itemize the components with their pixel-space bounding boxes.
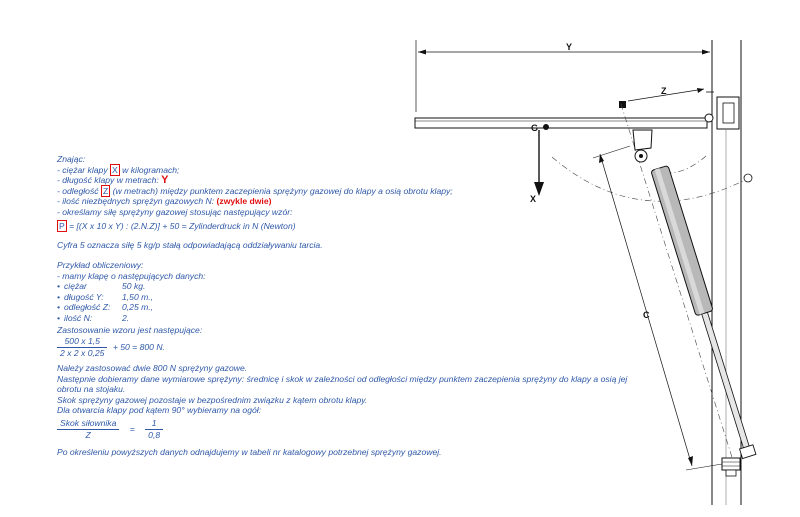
c-extension-top xyxy=(593,146,630,158)
ex-count-value: 2. xyxy=(122,312,130,323)
calc-result: + 50 = 800 N. xyxy=(112,341,165,352)
conclusion-1: Należy zastosować dwie 800 N sprężyny gazowe. xyxy=(57,363,248,373)
example-weight: • ciężar 50 kg. xyxy=(57,281,146,292)
spring-cylinder xyxy=(651,165,758,459)
upper-mount-pin xyxy=(639,154,643,158)
y-arrow-left xyxy=(418,50,426,55)
lower-mount-base xyxy=(726,470,736,476)
center-of-gravity xyxy=(543,124,549,130)
y-arrow-right xyxy=(702,50,710,55)
ratio-numerator: 1 xyxy=(145,418,163,430)
ex-count-label: ilość N: xyxy=(64,312,93,323)
cylinder-highlight xyxy=(655,168,705,315)
example-intro: - mamy klapę o następujących danych: xyxy=(57,270,206,281)
conclusion-3: obrotu na stojaku. xyxy=(57,384,126,395)
x-label: X xyxy=(530,194,537,204)
conclusion-block xyxy=(57,363,627,416)
weight-line xyxy=(57,165,453,176)
hinge-pivot xyxy=(705,114,713,122)
weight-var-box: X xyxy=(112,164,118,175)
g-label: G xyxy=(531,123,539,133)
z-arrow-right xyxy=(697,88,704,93)
open-pivot-marker xyxy=(744,174,752,182)
count-line xyxy=(57,196,453,207)
hinge-bracket-inner xyxy=(723,103,734,123)
ex-length-value: 1,50 m., xyxy=(122,291,154,302)
upper-mount xyxy=(633,130,652,150)
given-block xyxy=(57,154,453,218)
ex-weight-label: ciężar xyxy=(64,281,87,292)
calc-denominator: 2 x 2 x 0,25 xyxy=(60,347,105,358)
y-label: Y xyxy=(566,42,573,52)
stroke-fraction xyxy=(57,418,119,440)
formula: = [(X x 10 x Y) : (2.N.Z)] + 50 = Zylinderdruck in N (Newton) xyxy=(66,221,296,231)
ex-length-label: długość Y: xyxy=(64,291,104,302)
count-note: (zwykle dwie) xyxy=(216,196,272,207)
final-note: Po określeniu powyższych danych odnajdujemy w tabeli nr katalogowy potrzebnej sprężyny gazowej. xyxy=(57,447,442,457)
determine-line: - określamy siłę sprężyny gazowej stosując następujący wzór: xyxy=(57,206,293,217)
example-length: • długość Y: 1,50 m., xyxy=(57,291,154,302)
calculation xyxy=(57,336,165,358)
calc-numerator: 500 x 1,5 xyxy=(57,336,107,348)
count-pre: - ilość niezbędnych sprężyn gazowych N: xyxy=(57,196,217,207)
ratio-fraction xyxy=(145,418,163,440)
c-arrow-bottom xyxy=(688,456,693,466)
formula-var-box: P xyxy=(59,221,65,231)
stroke-equals: = xyxy=(129,423,135,434)
weight-pre: - ciężar klapy xyxy=(57,164,111,175)
conclusion-5: Dla otwarcia klapy pod kątem 90° wybieramy na ogół: xyxy=(57,405,262,416)
ratio-denominator: 0,8 xyxy=(148,429,161,440)
z-anchor-block xyxy=(619,101,626,108)
friction-note: Cyfra 5 oznacza siłę 5 kg/p stałą odpowiadającą oddziaływaniu tarcia. xyxy=(57,240,323,250)
length-pre: - długość klapy w metrach: xyxy=(57,175,162,186)
stroke-ratio xyxy=(57,418,163,440)
c-label: C xyxy=(643,310,650,320)
example-block xyxy=(57,260,206,324)
intro: Znając: xyxy=(57,154,86,164)
application-line: Zastosowanie wzoru jest następujące: xyxy=(57,325,203,335)
calc-fraction xyxy=(57,336,107,358)
dist-pre: - odległość xyxy=(57,185,101,196)
distance-line xyxy=(57,186,453,197)
z-label: Z xyxy=(661,86,667,96)
lid xyxy=(415,118,707,128)
example-title: Przykład obliczeniowy: xyxy=(57,260,144,270)
ex-dist-value: 0,25 m., xyxy=(122,302,154,313)
example-distance: • odległość Z: 0,25 m., xyxy=(57,302,154,313)
example-count: • ilość N: 2. xyxy=(57,312,130,323)
conclusion-4: Skok sprężyny gazowej pozostaje w bezpośrednim związku z kątem obrotu klapy. xyxy=(57,394,368,405)
lower-mount xyxy=(722,458,740,470)
formula-line xyxy=(57,221,296,232)
weight-post: w kilogramach; xyxy=(119,164,180,175)
ex-weight-value: 50 kg. xyxy=(122,281,146,292)
length-line xyxy=(57,175,453,186)
stroke-denominator: Z xyxy=(85,429,91,440)
length-var: Y xyxy=(161,174,169,187)
dist-var-box: Z xyxy=(102,185,109,196)
conclusion-2: Następnie dobieramy dane wymiarowe sprężyny: średnicę i skok w zależności od odległości między punktem zaczepienia sprężyny do klapy a osią jej xyxy=(57,373,628,384)
lower-mount-nut xyxy=(740,445,756,459)
dist-post: (w metrach) między punktem zaczepienia sprężyny gazowej do klapy a osią obrotu klapy; xyxy=(110,185,453,196)
ex-dist-label: odległość Z: xyxy=(64,302,111,313)
stroke-numerator: Skok siłownika xyxy=(57,418,119,430)
lid-arc xyxy=(552,157,745,201)
